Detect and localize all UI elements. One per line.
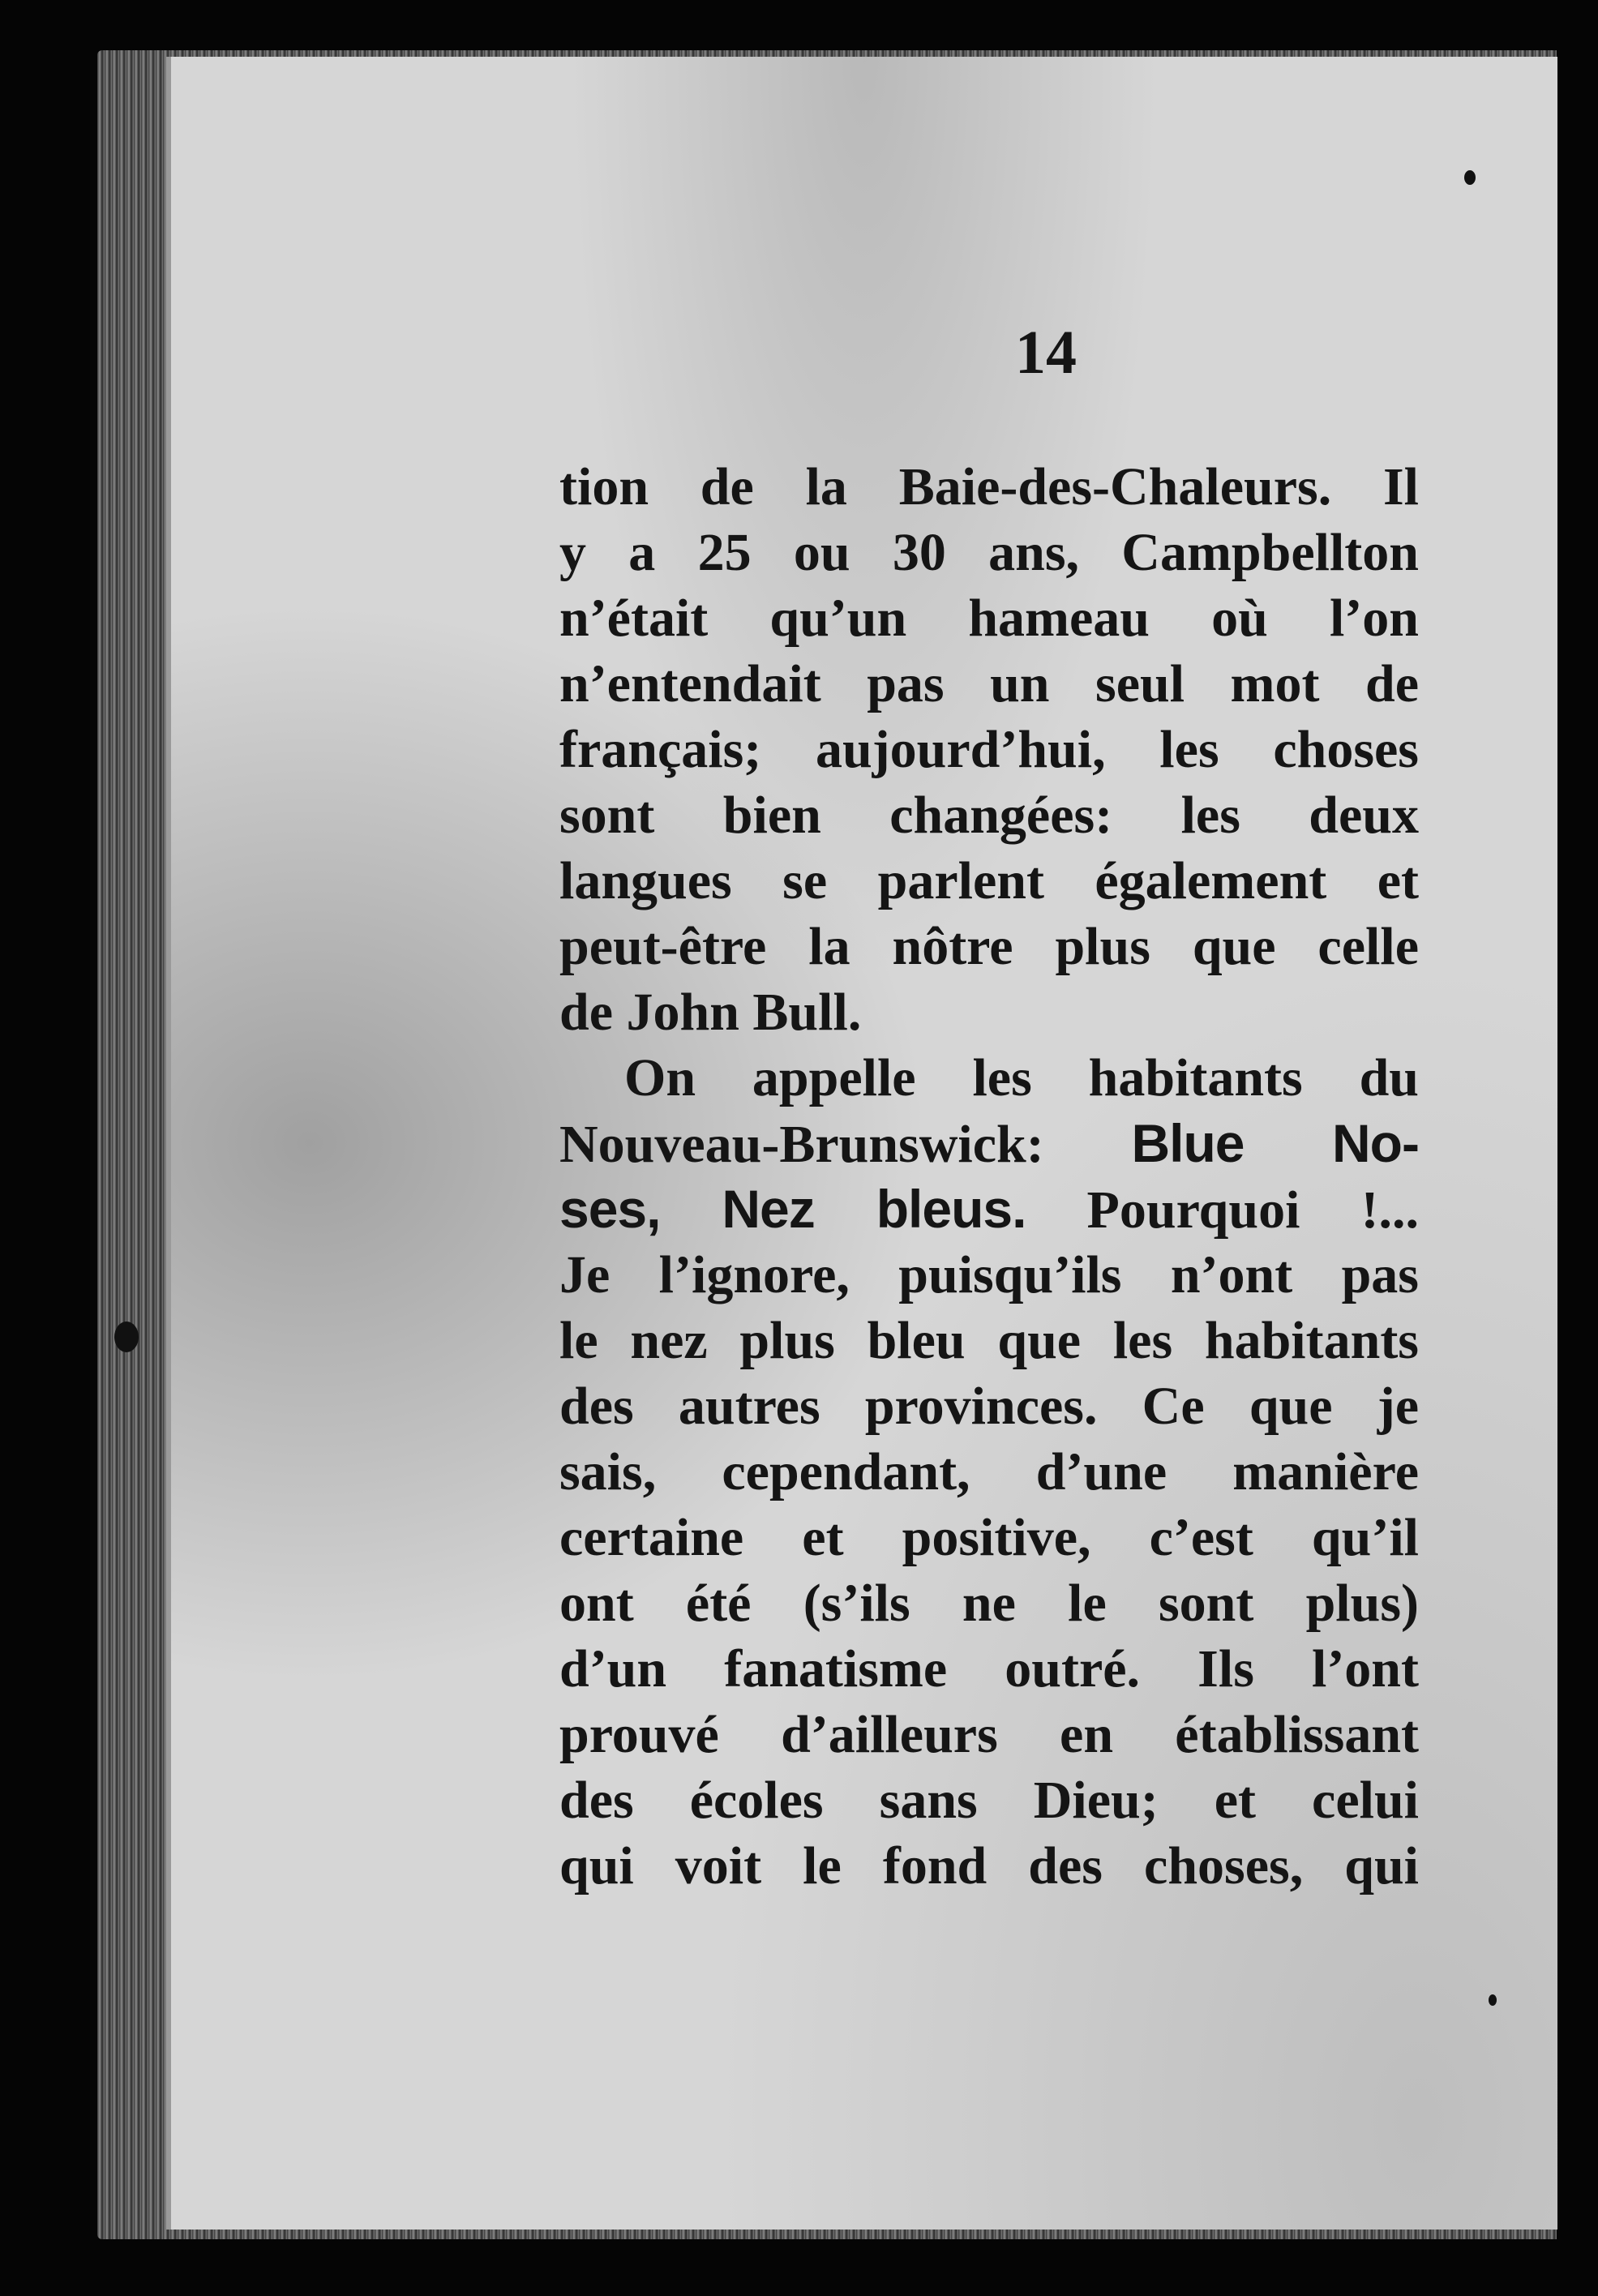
text-line: n’entendait pas un seul mot de — [559, 654, 1419, 713]
text-run: Nouveau-Brunswick: — [559, 1115, 1132, 1174]
ink-speck — [114, 1321, 139, 1352]
text-line: sont bien changées: les deux — [559, 786, 1419, 845]
text-line — [559, 1176, 1419, 1242]
text-line: de John Bull. — [559, 983, 862, 1042]
text-line: peut-être la nôtre plus que celle — [559, 917, 1419, 976]
emphasized-term: ses, Nez bleus. — [559, 1179, 1026, 1239]
text-line: certaine et positive, c’est qu’il — [559, 1508, 1419, 1567]
emphasized-term: Blue No- — [1131, 1113, 1419, 1173]
ink-speck — [1464, 170, 1476, 185]
text-line: des autres provinces. Ce que je — [559, 1377, 1419, 1436]
text-run: Pourquoi !... — [1026, 1180, 1419, 1240]
text-line: qui voit le fond des choses, qui — [559, 1836, 1419, 1895]
text-line: On appelle les habitants du — [624, 1048, 1419, 1107]
text-line: des écoles sans Dieu; et celui — [559, 1771, 1419, 1830]
text-line: le nez plus bleu que les habitants — [559, 1311, 1419, 1370]
text-line: tion de la Baie-des-Chaleurs. Il — [559, 457, 1419, 516]
ink-speck — [1489, 1994, 1497, 2006]
text-line — [559, 1111, 1419, 1176]
text-line: sais, cependant, d’une manière — [559, 1442, 1419, 1501]
text-line: langues se parlent également et — [559, 851, 1419, 910]
text-line: d’un fanatisme outré. Ils l’ont — [559, 1639, 1419, 1698]
body-text — [559, 454, 1419, 1899]
text-line: français; aujourd’hui, les choses — [559, 720, 1419, 779]
page-number: 14 — [1015, 319, 1077, 387]
text-line: Je l’ignore, puisqu’ils n’ont pas — [559, 1245, 1419, 1304]
text-line: ont été (s’ils ne le sont plus) — [559, 1574, 1419, 1633]
text-line: y a 25 ou 30 ans, Campbellton — [559, 523, 1419, 582]
text-line: n’était qu’un hameau où l’on — [559, 589, 1419, 648]
text-line: prouvé d’ailleurs en établissant — [559, 1705, 1419, 1764]
